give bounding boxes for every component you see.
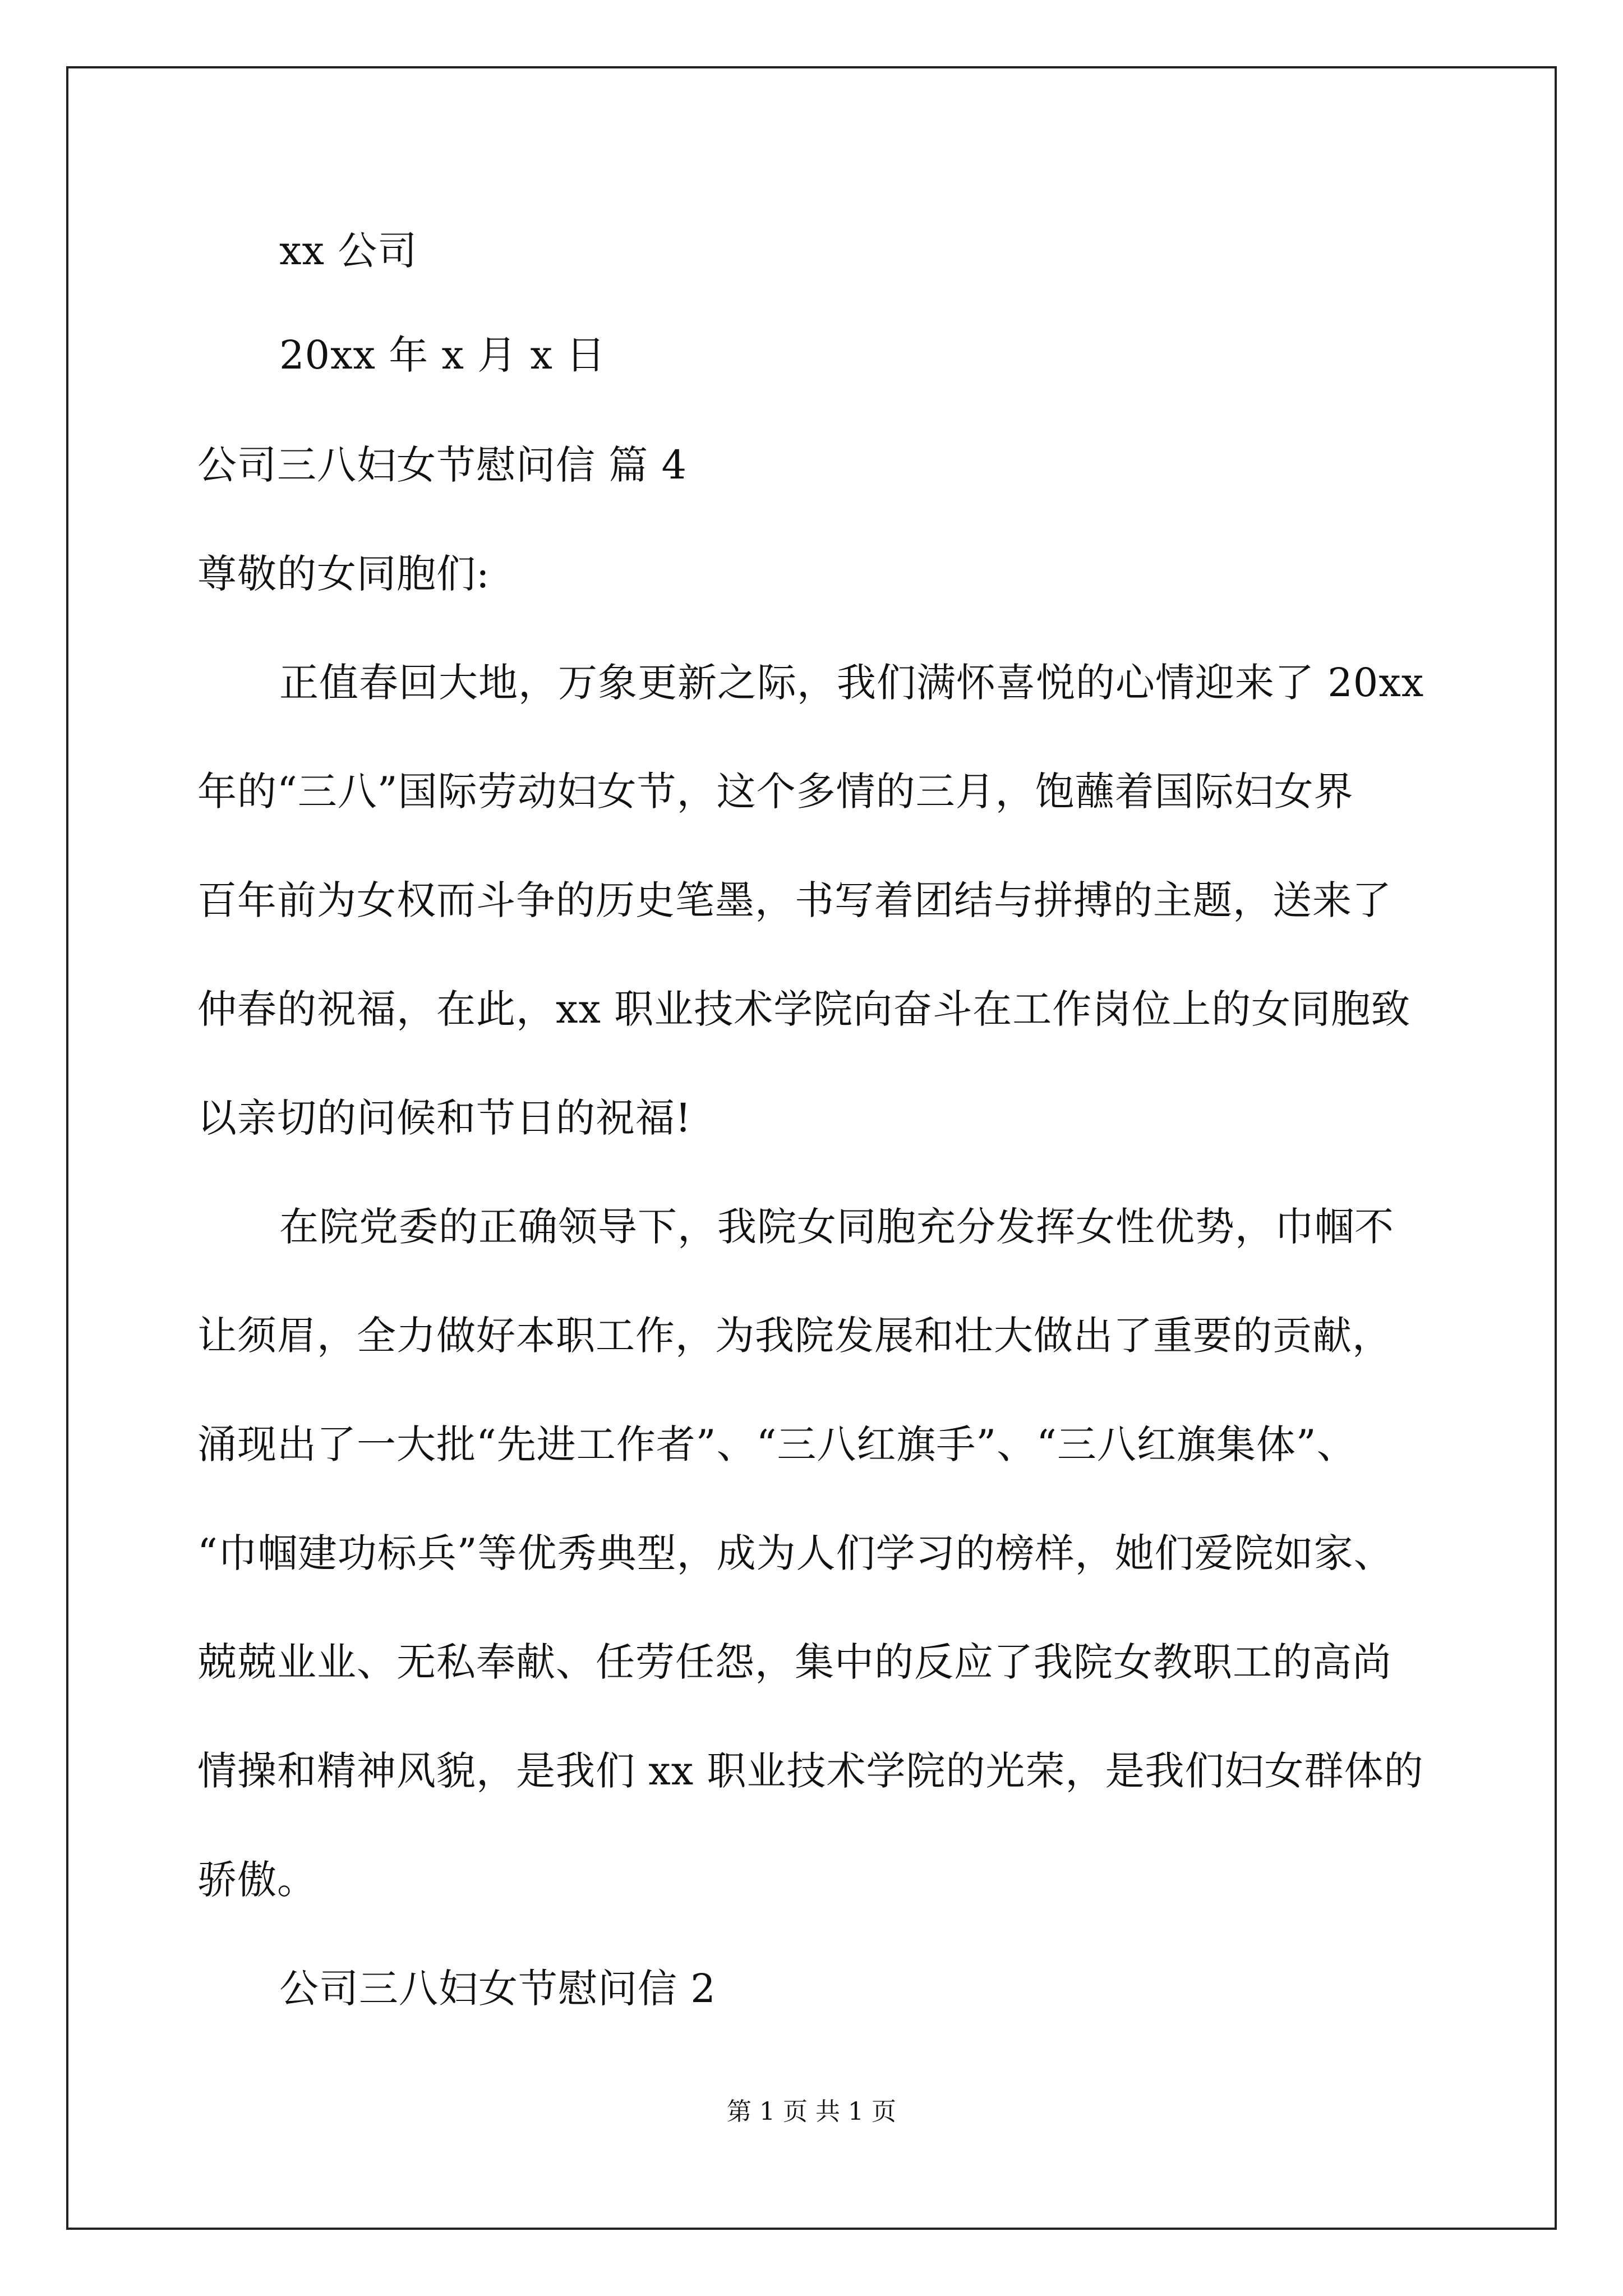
paragraph-2-line: 骄傲。 <box>197 1857 317 1903</box>
paragraph-1-line: 正值春回大地，万象更新之际，我们满怀喜悦的心情迎来了 20xx <box>279 660 1424 706</box>
paragraph-1-line: 百年前为女权而斗争的历史笔墨，书写着团结与拼搏的主题，送来了 <box>197 877 1392 923</box>
section-title: 公司三八妇女节慰问信 篇 4 <box>197 442 688 488</box>
salutation: 尊敬的女同胞们: <box>197 551 490 597</box>
paragraph-2-line: 兢兢业业、无私奉献、任劳任怨，集中的反应了我院女教职工的高尚 <box>197 1639 1392 1685</box>
paragraph-2-line: 涌现出了一大批“先进工作者”、“三八红旗手”、“三八红旗集体”、 <box>197 1421 1357 1467</box>
paragraph-2-line: “巾帼建功标兵”等优秀典型，成为人们学习的榜样，她们爱院如家、 <box>197 1530 1394 1576</box>
signature-company: xx 公司 <box>279 228 418 274</box>
paragraph-2-line: 在院党委的正确领导下，我院女同胞充分发挥女性优势，巾帼不 <box>279 1204 1394 1250</box>
paragraph-2-line: 情操和精神风貌，是我们 xx 职业技术学院的光荣，是我们妇女群体的 <box>197 1748 1424 1794</box>
paragraph-2-line: 让须眉，全力做好本职工作，为我院发展和壮大做出了重要的贡献， <box>197 1313 1392 1359</box>
page-footer: 第 1 页 共 1 页 <box>727 2097 896 2126</box>
paragraph-1-line: 年的“三八”国际劳动妇女节，这个多情的三月，饱蘸着国际妇女界 <box>197 769 1354 815</box>
signature-date: 20xx 年 x 月 x 日 <box>279 332 606 378</box>
page-border <box>66 66 1557 2230</box>
paragraph-1-line: 仲春的祝福，在此，xx 职业技术学院向奋斗在工作岗位上的女同胞致 <box>197 986 1411 1032</box>
trailing-heading: 公司三八妇女节慰问信 2 <box>279 1966 716 2012</box>
paragraph-1-line: 以亲切的问候和节日的祝福! <box>197 1095 692 1141</box>
